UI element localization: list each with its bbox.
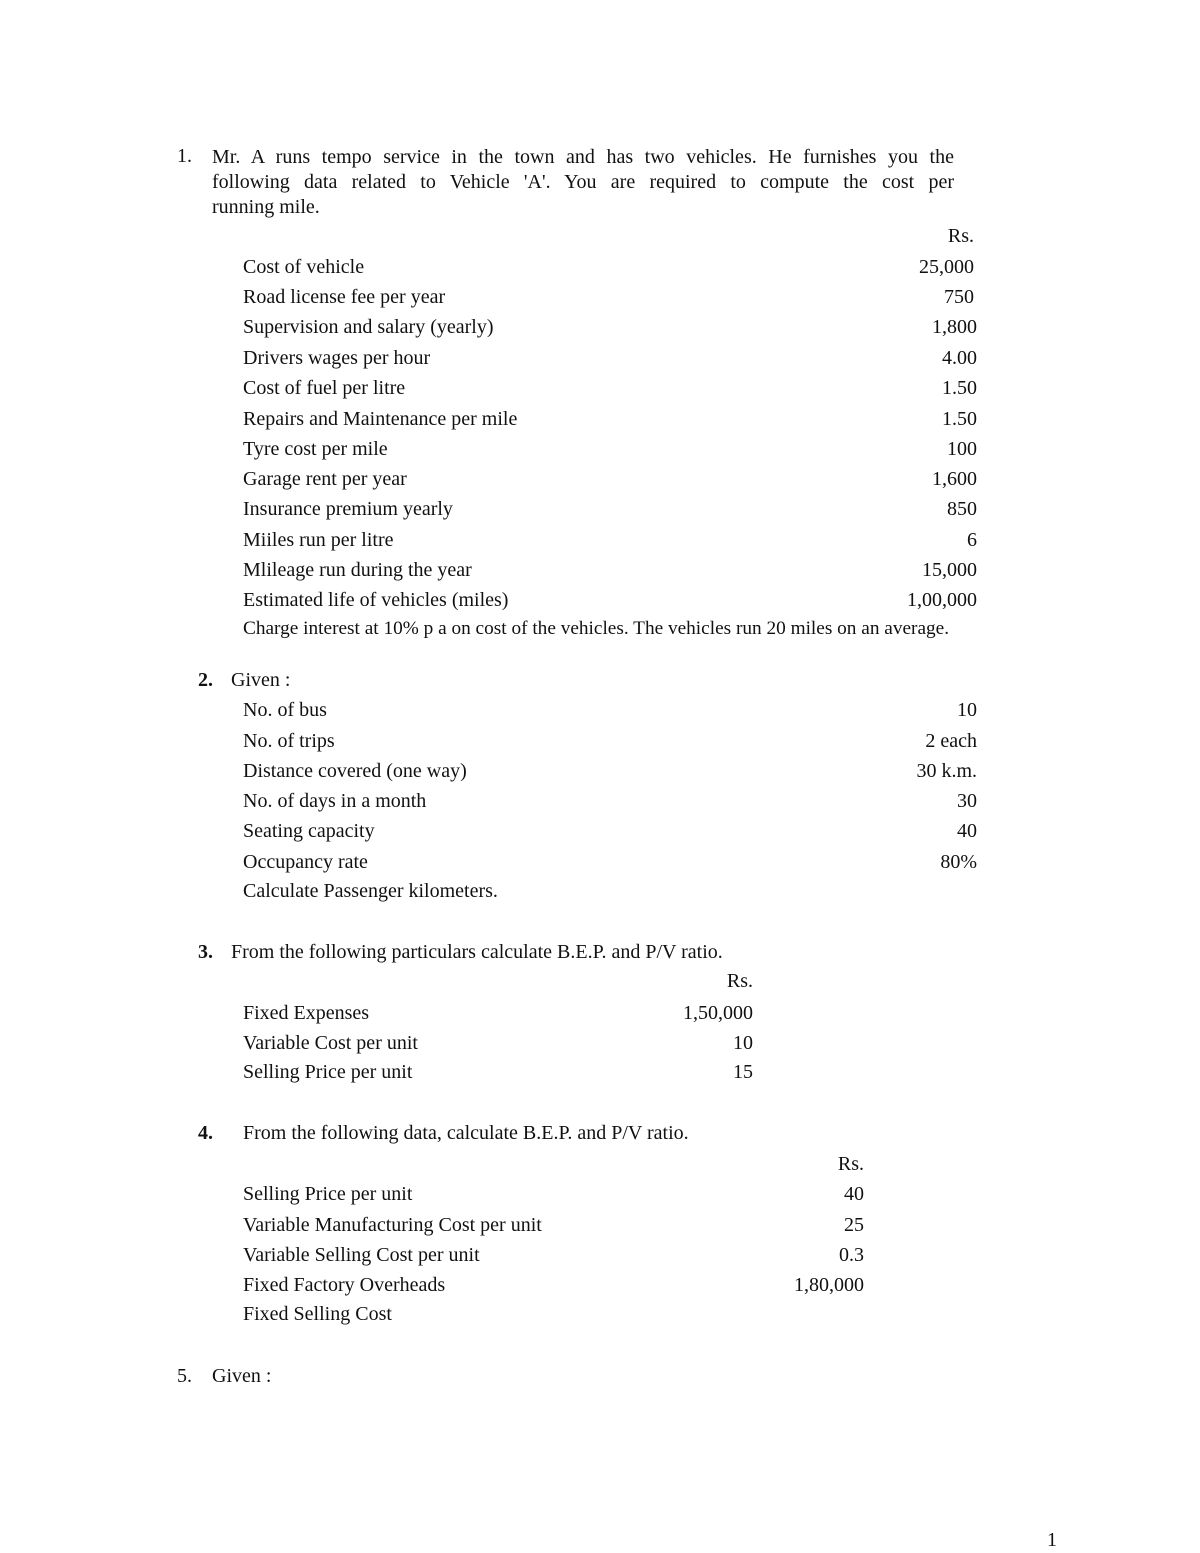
page-number: 1 [1047,1529,1057,1551]
q1-row-value: 850 [947,498,977,520]
q4-row-value: 0.3 [839,1244,864,1266]
q1-row-label: Drivers wages per hour [243,347,431,369]
q1-row-label: Miiles run per litre [243,529,394,551]
q4-row-value: 1,80,000 [794,1274,864,1296]
q3-row-value: 1,50,000 [683,1002,753,1024]
q3-row-label: Variable Cost per unit [243,1032,418,1054]
q1-intro [212,145,954,220]
q1-intro-line: Mr. A runs tempo service in the town and has two vehicles. He furnishes you the [212,146,954,168]
q4-row-label: Variable Manufacturing Cost per unit [243,1214,542,1236]
q1-row-value: 100 [947,438,977,460]
q4-row-value: 40 [844,1183,864,1205]
q1-row-value: 750 [944,286,974,308]
q4-row-label: Selling Price per unit [243,1183,413,1205]
q3-heading: From the following particulars calculate B.E.P. and P/V ratio. [231,941,723,963]
q1-row-label: Cost of vehicle [243,256,365,278]
q1-row-label: Tyre cost per mile [243,438,388,460]
q2-row-value: 30 k.m. [916,760,977,782]
q2-heading: Given : [231,669,291,691]
q2-row-value: 30 [957,790,977,812]
q1-row-label: Cost of fuel per litre [243,377,406,399]
q3-row-label: Selling Price per unit [243,1061,413,1083]
q1-row-value: 1.50 [942,408,977,430]
q1-row-value: 1.50 [942,377,977,399]
q1-row-label: Mlileage run during the year [243,559,472,581]
q1-row-value: 15,000 [922,559,977,581]
q2-row-label: No. of days in a month [243,790,427,812]
q4-row-label: Fixed Selling Cost [243,1303,392,1325]
q5-heading: Given : [212,1365,272,1387]
q1-row-label: Road license fee per year [243,286,446,308]
q4-row-label: Variable Selling Cost per unit [243,1244,480,1266]
q1-row-label: Insurance premium yearly [243,498,453,520]
q3-number: 3. [198,941,213,963]
q1-number: 1. [177,145,192,167]
q4-heading: From the following data, calculate B.E.P. and P/V ratio. [243,1122,689,1144]
q2-row-value: 40 [957,820,977,842]
q2-row-label: No. of bus [243,699,327,721]
q1-row-value: 1,600 [932,468,977,490]
q1-row-label: Supervision and salary (yearly) [243,316,494,338]
q2-row-label: Distance covered (one way) [243,760,467,782]
q1-row-value: 1,800 [932,316,977,338]
q1-currency-header: Rs. [947,225,974,247]
q1-row-value: 25,000 [919,256,974,278]
q4-row-label: Fixed Factory Overheads [243,1274,446,1296]
q5-number: 5. [177,1365,192,1387]
q2-note: Calculate Passenger kilometers. [243,880,498,902]
q3-row-label: Fixed Expenses [243,1002,370,1024]
q1-row-value: 4.00 [942,347,977,369]
q2-row-value: 80% [940,851,977,873]
q1-row-label: Garage rent per year [243,468,407,490]
q4-row-value: 25 [844,1214,864,1236]
q4-currency-header: Rs. [837,1153,864,1175]
q2-row-label: Occupancy rate [243,851,368,873]
q4-number: 4. [198,1122,213,1144]
q1-row-value: 6 [967,529,977,551]
q1-note: Charge interest at 10% p a on cost of the vehicles. The vehicles run 20 miles on an average. [243,618,950,639]
q2-row-label: Seating capacity [243,820,375,842]
q1-row-label: Estimated life of vehicles (miles) [243,589,509,611]
q2-row-label: No. of trips [243,730,335,752]
q1-intro-line: running mile. [212,196,320,218]
q2-row-value: 10 [957,699,977,721]
q1-row-value: 1,00,000 [907,589,977,611]
q3-currency-header: Rs. [726,970,753,992]
q1-row-label: Repairs and Maintenance per mile [243,408,518,430]
q3-row-value: 15 [733,1061,753,1083]
q1-intro-line: following data related to Vehicle 'A'. You are required to compute the cost per [212,171,954,193]
q2-row-value: 2 each [925,730,977,752]
q2-number: 2. [198,669,213,691]
q3-row-value: 10 [733,1032,753,1054]
